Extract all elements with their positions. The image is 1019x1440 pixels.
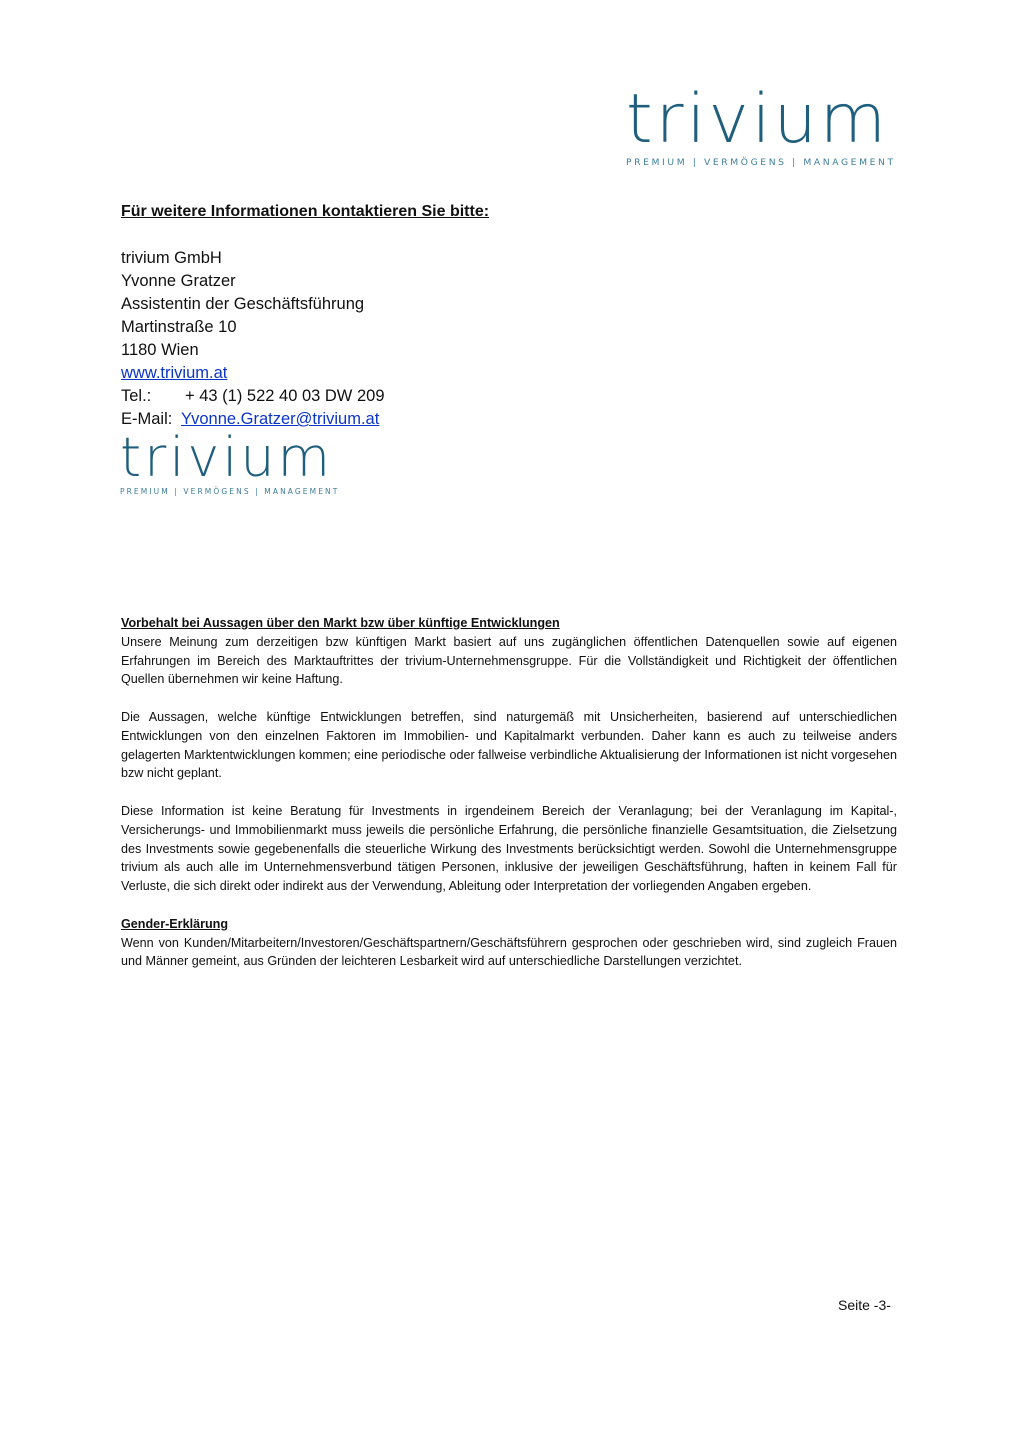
header-logo [626,80,908,168]
contact-street: Martinstraße 10 [121,318,237,336]
disclaimer-paragraph-2: Die Aussagen, welche künftige Entwicklungen betreffen, sind naturgemäß mit Unsicherheiten, basierend auf unterschiedlichen Entwicklungen von den einzelnen Faktoren im Immobilien- und Kapitalmarkt verbunden. Daher kann es auch zu teilweise anders gelagerten Marktentwicklungen kommen; eine periodische oder fallweise verbindliche Aktualisierung der Informationen ist nicht vorgesehen bzw nicht geplant. [121,709,897,781]
contact-name: Yvonne Gratzer [121,272,236,290]
tel-value: + 43 (1) 522 40 03 DW 209 [185,387,385,405]
mail-label: E-Mail: [121,410,173,428]
logo-wordmark: trivium [626,80,889,159]
contact-website-row [121,362,621,385]
contact-heading: Für weitere Informationen kontaktieren Sie bitte: [121,203,490,220]
contact-tel-row [121,385,621,408]
email-link[interactable]: Yvonne.Gratzer@trivium.at [181,410,380,428]
website-link[interactable]: www.trivium.at [121,364,228,382]
disclaimer-paragraph-3: Diese Information ist keine Beratung für Investments in irgendeinem Bereich der Veranlagung; bei der Veranlagung im Kapital-, Versicherungs- und Immobilienmarkt muss jeweils die persönliche Erfahrung, die persönliche finanzielle Gesamtsituation, die Zielsetzung des Investments sowie gegebenenfalls die steuerliche Wirkung des Investments berücksichtigt werden. Sowohl die Unternehmensgruppe trivium als auch alle im Unternehmensverbund tätigen Personen, inklusive der jeweiligen Geschäftsführung, haften in keinem Fall für Verluste, die sich direkt oder indirekt aus der Verwendung, Ableitung oder Interpretation der vorliegenden Angaben ergeben. [121,803,897,894]
legal-section [121,614,897,990]
gender-heading: Gender-Erklärung [121,916,229,931]
signature-logo-wordmark: trivium [120,426,334,489]
contact-city: 1180 Wien [121,341,199,359]
signature-logo [120,426,344,496]
contact-block [121,203,621,431]
tel-label: Tel.: [121,387,152,405]
page-number: Seite -3- [838,1297,891,1313]
contact-company: trivium GmbH [121,249,222,267]
disclaimer-heading: Vorbehalt bei Aussagen über den Markt bzw über künftige Entwicklungen [121,616,560,630]
logo-tagline: PREMIUM | VERMÖGENS | MANAGEMENT [626,157,896,168]
disclaimer-paragraph-1: Unsere Meinung zum derzeitigen bzw künftigen Markt basiert auf uns zugänglichen öffentlichen Datenquellen sowie auf eigenen Erfahrungen im Bereich des Marktauftrittes der trivium-Unternehmensgruppe. Für die Vollständigkeit und Richtigkeit der öffentlichen Quellen übernehmen wir keine Haftung. [121,634,897,687]
signature-logo-tagline: PREMIUM | VERMÖGENS | MANAGEMENT [120,487,340,496]
contact-role: Assistentin der Geschäftsführung [121,295,365,313]
gender-paragraph: Wenn von Kunden/Mitarbeitern/Investoren/Geschäftspartnern/Geschäftsführern gesprochen oder geschrieben wird, sind zugleich Frauen und Männer gemeint, aus Gründen der leichteren Lesbarkeit wird auf unterschiedliche Darstellungen verzichtet. [121,935,897,969]
